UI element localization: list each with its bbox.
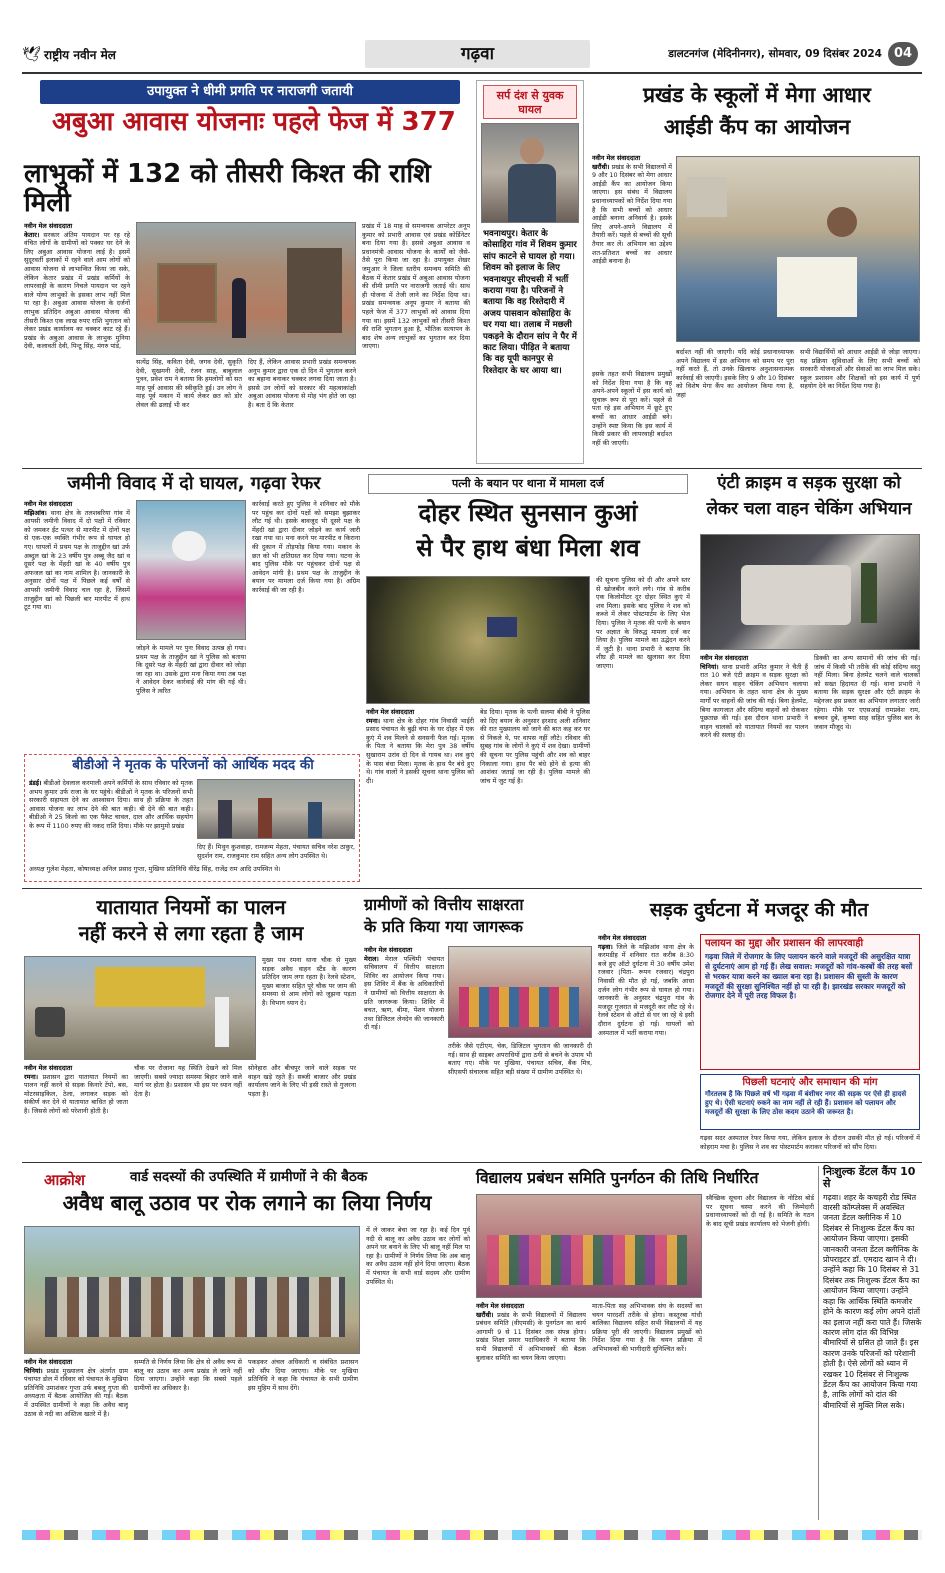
article-text: गढ़वा सदर अस्पताल रेफर किया गया, लेकिन इलाज के दौरान उसकी मौत हो गई। परिजनों में कोहराम मचा है। पुलिस ने शव का पोस्टमार्टम कराकर परिजनों को सौंप दिया। bbox=[700, 1134, 920, 1151]
article-column bbox=[598, 934, 694, 1156]
article-column bbox=[476, 1302, 586, 1518]
article-column bbox=[362, 222, 470, 464]
vehicle-check-photo bbox=[700, 534, 920, 650]
article-text: की सूचना पुलिस को दी और अपने स्तर से खोजबीन करने लगे। गांव से करीब एक किलोमीटर दूर दोहर स्थित कुएं में शव मिला। इसके बाद पुलिस ने शव को कब्जे में लेकर पोस्टमार्टम के लिए भेज दिया। पुलिस ने मृतक की पत्नी के बयान पर अज्ञात के विरुद्ध मामला दर्ज कर लिया है। पुलिस मामले का उद्भेदन करने में जुटी है। थाना प्रभारी ने बताया कि शीघ्र ही मामले का खुलासा कर दिया जाएगा। bbox=[596, 576, 690, 670]
dateline-place: चिनियां। bbox=[700, 662, 719, 671]
box-title: निःशुल्क डेंटल कैंप 10 से bbox=[823, 1165, 916, 1191]
masthead-rule bbox=[22, 72, 922, 74]
byline: नवीन मेल संवाददाता bbox=[592, 154, 641, 162]
dateline-place: गढ़वा। bbox=[598, 942, 613, 951]
kicker-box bbox=[368, 474, 688, 494]
article-text: प्रखंड मुख्यालय क्षेत्र अंतर्गत ग्राम पंचायत डोल में रविवार को पंचायत के मुखिया प्रतिनिधि उमाशंकर गुप्ता उर्फ बबलू गुप्ता की अध्यक्षता में बैठक आयोजित की गई। बैठक में उपस्थित ग्रामीणों ने कहा कि अवैध बालू उठाव से नदी का अस्तित्व खतरे में है। bbox=[24, 1366, 128, 1418]
article-column bbox=[676, 348, 794, 464]
well-photo bbox=[366, 576, 590, 704]
headline: यातायात नियमों का पालन bbox=[96, 895, 286, 919]
byline: नवीन मेल संवाददाता bbox=[24, 222, 73, 230]
article-text: में ले जाकर बेचा जा रहा है। कई दिन पूर्व नदी से बालू का अवैध उठाव कर लोगों को अपने घर बनाने के लिए भी बालू नहीं मिल पा रहा है। ग्रामीणों ने निर्णय लिया कि अब बालू का अवैध उठाव नहीं होने दिया जाएगा। बैठक में पंचायत के सभी वार्ड सदस्य और ग्रामीण उपस्थित थे। bbox=[366, 1226, 470, 1286]
byline: नवीन मेल संवाददाता bbox=[364, 946, 413, 954]
article-text: तरीके जैसे एटीएम, चेक, डिजिटल भुगतान की जानकारी दी गई। साथ ही साइबर अपराधियों द्वारा ठगी से बचने के उपाय भी बताए गए। मौके पर मुखिया, पंचायत सचिव, बैंक मित्र, सीएसपी संचालक सहित बड़ी संख्या में ग्रामीण उपस्थित थे। bbox=[448, 1042, 592, 1076]
article-column bbox=[24, 1358, 128, 1518]
box-text: गढ़वा जिले में रोजगार के लिए पलायन करने वाले मजदूरों की असुरक्षित यात्रा से दुर्घटनाएं आम हो गई हैं। लेख सवाल: मजदूरों को गांव-कस्बों की तरह बसों से भरकर यात्रा करने का ख्याल बना रहा है। प्रशासन की सुस्ती के कारण मजदूरों की सुरक्षा सुनिश्चित नहीं हो पा रही है। झारखंड सरकार मजदूरों को रोजगार देने में पूरी तरह विफल है। bbox=[705, 952, 913, 1001]
article-text: सरकार अंतिम पायदान पर रह रहे वंचित लोगों के ग्रामीणों को पक्का घर देने के लिए अबुआ आवास योजना लाई है। इसमें सुदूरवर्ती इलाकों में रहने वाले आम लोगों को आवास योजना से लाभान्वित किया जा सके, लेकिन केतार प्रखंड में प्रखंड कर्मियों के लापरवाही के कारण निचले पायदान पर रहने वाले योग्य लाभुकों के इसका लाभ नहीं मिल पा रहा है। अबुआ आवास योजना के दर्जनों लाभुक प्रतिदिन अबुआ आवास योजना की तीसरी किश्त एक लाख रुपए राशि भुगतान को लेकर प्रखंड कार्यालय का चक्कर काट रहे हैं। प्रखंड के अबुआ आवास के लाभुक मुनिया देवी, कलावती देवी, पिन्टू सिंह, मंगरु पांडे, bbox=[24, 230, 130, 351]
headline: नहीं करने से लगा रहता है जाम bbox=[78, 921, 304, 945]
article-text: बीडीओ देवलाल करमाली अपने कर्मियों के साथ रविवार को मृतक अभय कुमार उर्फ राजा के घर पहुंचे। बीडीओ ने मृतक के परिजनों सभी सरकारी सहायता देने का आश्वासन दिया। साथ ही प्रक्रिया के तहत आवास योजना का लाभ देने की बात कही। बी देने की बात कही। बीडीओ ने 25 किलो का एक पैकेट चावल, दाल और आर्थिक सहयोग के रूप में 1100 रुपए की नकद राशि दिया। मौके पर झामुमो प्रखंड bbox=[29, 779, 193, 830]
section-rule bbox=[22, 468, 922, 469]
headline: बीडीओ ने मृतक के परिजनों को आर्थिक मदद की bbox=[72, 757, 314, 773]
article-column bbox=[248, 358, 356, 464]
dental-camp-box bbox=[818, 1166, 922, 1520]
injured-patient-photo bbox=[136, 500, 246, 640]
headline: एंटी क्राइम व सड़क सुरक्षा को bbox=[717, 473, 901, 493]
section-rule bbox=[22, 888, 922, 889]
article-column bbox=[364, 946, 444, 1156]
demand-box bbox=[700, 1074, 920, 1130]
section-name: गढ़वा bbox=[461, 44, 494, 64]
headline: जमीनी विवाद में दो घायल, गढ़वा रेफर bbox=[67, 473, 321, 494]
article-column bbox=[134, 1064, 242, 1156]
article-text: बेड दिया। मृतक के पत्नी सलमा बीबी ने पुलिस को दिए बयान के अनुसार इरशाद अली शनिवार की रात मुख्यालय को जाने की बात कह कर घर से निकले थे, पर वापस नहीं लौटे। रविवार की सुबह गांव के लोगों ने कुएं में शव देखा। ग्रामीणों की सूचना पर पुलिस पहुंची और शव को बाहर निकाला गया। हाथ पैर बंधे होने से हत्या की आशंका जताई जा रही है। पुलिस मामले की जांच में जुट गई है। bbox=[480, 708, 590, 785]
article-column bbox=[134, 1358, 242, 1518]
bdo-visit-photo bbox=[197, 779, 355, 839]
kicker-text: पत्नी के बयान पर थाना में मामला दर्ज bbox=[452, 477, 604, 490]
article-column bbox=[24, 222, 130, 464]
article-column bbox=[706, 1194, 814, 1518]
dateline-place: डंडई। bbox=[29, 779, 42, 787]
dateline-place: चिनियां। bbox=[24, 1366, 43, 1375]
article-text: प्रखंड के सभी विद्यालयों में विद्यालय प्रबंधन समिति (वीएमसी) के पुनर्गठन का कार्य आगामी 9 से 11 दिसंबर तक संपन्न होगा। प्रखंड शिक्षा प्रसार पदाधिकारी ने बताया कि सभी विद्यालयों में अभिभावकों की बैठक बुलाकर समिति का चयन किया जाएगा। bbox=[476, 1310, 586, 1362]
dateline-place: खरौंधी। bbox=[476, 1310, 494, 1319]
article-column bbox=[592, 1302, 702, 1518]
headline: दोहर स्थित सुनसान कुआं bbox=[418, 499, 638, 527]
article-column bbox=[24, 1064, 128, 1156]
headline: सड़क दुर्घटना में मजदूर की मौत bbox=[649, 899, 869, 921]
story-text: भवनाथपुर। केतार के कोसाहिरा गांव में शिवम कुमार सांप काटने से घायल हो गया। शिवम को इलाज के लिए भवनाथपुर सीएचसी में भर्ती कराया गया है। परिजनों ने बताया कि वह रिश्तेदारी में अजय पासवान कोसाहिरा के घर गया था। तलाब में मछली पकड़ने के दौरान सांप ने पैर में काट लिया। पीड़ित ने बताया कि वह यूपी कानपुर से रिश्तेदार के घर आया था। bbox=[483, 229, 577, 376]
box-title: पिछली घटनाएं और समाधान की मांग bbox=[742, 1077, 878, 1088]
article-text: इसके तहत सभी विद्यालय प्रमुखों को निर्देश दिया गया है कि वह अपने-अपने स्कूलों में इस कार्य को सुचारू रूप से पूरा करें। पहले से पता रहे इस अभियान में छूटे हुए बच्चों का आधार आईडी बने। उन्होंने स्पष्ट किया कि इस कार्य में किसी प्रकार की लापरवाही बर्दाश्त नहीं की जाएगी। bbox=[592, 370, 672, 447]
traffic-jam-photo bbox=[24, 956, 256, 1060]
article-column bbox=[136, 358, 242, 464]
dateline-place: मेराल। bbox=[364, 954, 379, 963]
byline: नवीन मेल संवाददाता bbox=[24, 1358, 73, 1366]
article-text: माता-पिता सह अभिभावक संघ के सदस्यों का चयन पारदर्शी तरीके से होगा। कस्तूरबा गांधी बालिका विद्यालय सहित सभी विद्यालयों में यह प्रक्रिया पूरी की जाएगी। विद्यालय प्रमुखों को निर्देश दिया गया है कि चयन प्रक्रिया में अभिभावकों की भागीदारी सुनिश्चित करें। bbox=[592, 1302, 702, 1353]
article-text: दिए हैं, लेकिन आवास प्रभारी प्रखंड समन्वयक अनूप कुमार द्वारा एक दो दिन में भुगतान करने का बहाना बनाकर चक्कर लगवा दिया जाता है। इससे उन लोगों को सरकार की महत्वाकांक्षी अबुआ आवास योजना से मोह भंग होते जा रहा है। बता दें कि केतार bbox=[248, 358, 356, 409]
kicker-text: सर्प दंश से युवक घायल bbox=[496, 89, 564, 116]
article-text: मुख्य पथ रमना थाना चौक से मुख्य सड़क अवैध वाहन स्टैंड के कारण प्रतिदिन जाम लगा रहता है। रेलवे स्टेशन, मुख्य बाजार सहित पूरे चौक पर जाम की समस्या से आम लोगों को जूझना पड़ता है। विभाग ध्यान दे। bbox=[262, 956, 356, 1007]
article-column bbox=[366, 708, 474, 882]
story-text bbox=[29, 779, 193, 865]
article-text: प्रशासन द्वारा यातायात नियमों का पालन नहीं करने से सड़क किनारे टेंपो, बस, मोटरसाइकिल, ठेला, लगाकर सड़क को संकीर्ण कर देने से यातायात बाधित हो जाता है। जिससे लोगों को परेशानी होती है। bbox=[24, 1072, 128, 1115]
headline: विद्यालय प्रबंधन समिति पुनर्गठन की तिथि निर्धारित bbox=[476, 1169, 759, 1187]
literacy-camp-photo bbox=[448, 946, 592, 1038]
headline: ग्रामीणों को वित्तीय साक्षरता bbox=[364, 895, 524, 914]
deck-headline: वार्ड सदस्यों की उपस्थिति में ग्रामीणों ने की बैठक bbox=[130, 1169, 368, 1185]
masthead bbox=[22, 40, 922, 70]
logo-text: राष्ट्रीय नवीन मेल bbox=[44, 47, 116, 62]
article-text: प्रखंड में 18 माह से समन्वयक आपरेटर अनूप कुमार को प्रभारी आवास एवं प्रखंड कोर्डिनेटर बना दिया गया है। इससे अबुआ आवास व प्रधानमंत्री आवास योजना के कार्यों को जैसे-तैसे पूरा किया जा रहा है। उपायुक्त शेखर जमुआर ने जिला स्तरीय समन्वय समिति की बैठक में केतार प्रखंड में अबुआ आवास योजना की धीमी प्रगति पर नाराजगी जताई थी। साथ ही योजना में तेजी लाने का निर्देश दिया था। प्रखंड समन्वयक अनूप कुमार ने बताया की पहले फेज में 377 लाभुकों को आवास दिया गया था। इसमें 132 लाभुकों को तीसरी किश्त की राशि भुगतान हुआ है, भौतिक सत्यापन के बाद शेष अन्य लाभुकों का भुगतान कर दिया जाएगा। bbox=[362, 222, 470, 351]
page-number: 04 bbox=[888, 42, 918, 66]
headline: के प्रति किया गया जागरूक bbox=[364, 917, 523, 936]
headline: लेकर चला वाहन चेकिंग अभियान bbox=[706, 499, 912, 519]
kicker-text: उपायुक्त ने धीमी प्रगति पर नाराजगी जतायी bbox=[147, 84, 353, 99]
kicker-banner bbox=[40, 80, 460, 104]
article-text: जिले के मझिआंव थाना क्षेत्र के करमडीह में शनिवार रात करीब 8:30 बजे हुए ऑटो दुर्घटना में 30 वर्षीय उमेश रजवार (पिता- रूपन रजवार) चंद्रपुरा निवासी की मौत हो गई, जबकि आधा दर्जन लोग गंभीर रूप से घायल हो गया। जानकारी के अनुसार चंद्रपुरा गांव के मजदूर गुजरात से मजदूरी कर लौट रहे थे। रेलवे स्टेशन से ऑटो से घर जा रहे थे इसी दौरान दुर्घटना हो गई। घायलों को अस्पताल में भर्ती कराया गया। bbox=[598, 942, 694, 1037]
article-column bbox=[248, 1358, 358, 1518]
article-column bbox=[596, 576, 690, 882]
article-text: चौक पर रोजाना यह स्थिति देखने को मिल जाएगी। सबसे ज्यादा समस्या बिहार जाने वाले मार्ग पर होता है। प्रशासन भी इस पर ध्यान नहीं देता है। bbox=[134, 1064, 242, 1098]
article-text: जोड़ने के मामले पर पुनः विवाद उत्पन्न हो गया। प्रथम पक्ष के ताजुद्दीन खां ने पुलिस को बताया कि दूसरे पक्ष के मेंहदी खां द्वारा दीवार को जोड़ा जा रहा था। उसके द्वारा मना किया गया तब पक्ष ने आवेदन देकर कार्रवाई की मांग की गई थी। पुलिस ने त्वरित bbox=[136, 644, 246, 695]
article-text: कार्रवाई करते हुए पुलिस ने शनिवार को मौके पर पहुंच कर दोनों पक्षों को समझा बुझाकर लौट गई थी। इसके बावजूद भी दूसरे पक्ष के मेंहदी खां द्वारा दीवार जोड़ने का कार्य जारी रखा गया था। मना करने पर मारपीट व किराना की दुकान में तोड़फोड़ किया गया। मकान के छत को भी क्षतिग्रस्त कर दिया गया। घटना के बाद पुलिस मौके पर पहुंचकर दोनों पक्ष से आवेदन मांगी है। प्रथम पक्ष के ताजुद्दीन के बयान पर मामला दर्ज किया गया है। अग्रिम कार्रवाई की जा रही है। bbox=[252, 500, 360, 594]
article-column bbox=[592, 154, 672, 366]
headline: से पैर हाथ बंधा मिला शव bbox=[416, 534, 640, 562]
article-text: सत्येंद्र सिंह, कविता देवी, जगव देवी, सुकृति देवी, सुखमनी देवी, रंजन साह, बाबूलाल पुत्रन, प्रवेश राम ने बताया कि हमलोगों को सत माह पूर्व आवास की स्वीकृति हुई। उन लोग ने माह पूर्व मकान में कार्य लेकर छत को डोर लेवल की ढलाई भी कर bbox=[136, 358, 242, 409]
article-column bbox=[814, 654, 920, 882]
article-text: पकड़कर अंचल अधिकारी व संबंधित प्रशासन को सौंप दिया जाएगा। मौके पर मुखिया प्रतिनिधि ने कहा कि पंचायत के सभी ग्रामीण इस मुहिम में साथ देंगे। bbox=[248, 1358, 358, 1392]
article-text: थाना प्रभारी अमित कुमार ने चैती हैं रात 10 बजे एंटी क्राइम व सड़क सुरक्षा को लेकर सघन वाहन चेकिंग अभियान चलाया गया। अभियान के तहत थाना क्षेत्र के मुख्य मार्गों पर वाहनों की जांच की गई। बिना हेलमेट, बिना कागजात और संदिग्ध वाहनों को रोककर पूछताछ की गई। इस दौरान थाना प्रभारी ने वाहन चालकों को यातायात नियमों का पालन करने की सलाह दी। bbox=[700, 662, 808, 740]
byline: नवीन मेल संवाददाता bbox=[476, 1302, 525, 1310]
article-column bbox=[262, 956, 356, 1060]
kicker-label: आक्रोश bbox=[44, 1171, 85, 1189]
byline: नवीन मेल संवाददाता bbox=[24, 1064, 73, 1072]
article-text: थाना क्षेत्र के तलशबरिया गांव में आपसी जमीनी विवाद में दो पक्षों में रविवार को जमकर ईंट पत्थर से मारपीट में दोनों पक्ष से एक-एक व्यक्ति गंभीर रूप से घायल हो गए। घायलों में प्रथम पक्ष के ताजुद्दीन खां उर्फ अब्दुल खां के 23 वर्षीय पुत्र अब्बू जैद खां व दूसरे पक्ष के मेंहदी खां के 40 वर्षीय पुत्र अफजल खां का नाम शामिल है। जानकारी के अनुसार दोनों पक्ष में पिछले कई वर्षों से आपसी जमीनी विवाद चल रहा है, जिसमें ताजुद्दीन खां को पिछली बार मारपीट में हाथ टूट गया था। bbox=[24, 508, 130, 612]
article-column bbox=[448, 1042, 592, 1156]
classroom-photo bbox=[676, 156, 920, 342]
article-text: डिक्की का अन्य सामानों की जांच की गई। जांच में किसी भी तरीके की कोई संदिग्ध वस्तु नहीं मिला। बिना हेलमेट चलने वाले चालकों को सख्त हिदायत दी गई। थाना प्रभारी ने बताया कि सड़क सुरक्षा और एंटी क्राइम के मद्देनजर इस प्रकार का अभियान लगातार जारी रहेगा। मौके पर एएसआई रामप्रवेश राम, बच्चन दुबे, कृष्णा साह सहित पुलिस बल के जवान मौजूद थे। bbox=[814, 654, 920, 731]
section-tab bbox=[365, 40, 590, 68]
article-text: थाना क्षेत्र के दोहर गांव निवासी भाईरी प्रसाद पंचायत के बुढ़ी चंपा के घर दोहर में एक कुएं में शव मिलने से सनसनी फैल गई। मृतक के पिता ने बताया कि मेरा पुत्र 38 वर्षीय सुखाराम उरांव दो दिन से गायब था। शव कुएं के पास बंधा मिला। मृतक के हाथ पैर बंधे हुए थे। गांव वालों ने इसकी सूचना थाना पुलिस को दी। bbox=[366, 716, 474, 785]
story-text: दिए हैं। मिथुन कुशवाहा, रामजन्म मेहता, पंचायत सचिव नरेश ठाकुर, सुदर्शन राम, राजकुमार राम सहित अन्य लोग उपस्थित थे। bbox=[197, 843, 355, 860]
article-column bbox=[136, 644, 246, 748]
injured-youth-photo bbox=[481, 123, 579, 223]
article-column bbox=[700, 654, 808, 882]
byline: नवीन मेल संवाददाता bbox=[700, 654, 749, 662]
dateline: डालटनगंज (मेदिनीनगर), सोमवार, 09 दिसंबर 2024 bbox=[668, 48, 882, 60]
byline: नवीन मेल संवाददाता bbox=[598, 934, 647, 942]
dateline-place: मझिआंव। bbox=[24, 508, 47, 517]
article-column bbox=[252, 500, 360, 748]
byline: नवीन मेल संवाददाता bbox=[24, 500, 73, 508]
villagers-meeting-photo bbox=[24, 1226, 360, 1354]
migration-box bbox=[700, 934, 920, 1070]
article-text: प्रखंड के सभी विद्यालयों में 9 और 10 दिसंबर को मेगा आधार आईडी कैंप का आयोजन किया जाएगा। इस संबंध में विद्यालय प्रधानाध्यापकों को निर्देश दिया गया है कि सभी बच्चों को आधार आईडी बनाना अनिवार्य है। इसके लिए अपने-अपने विद्यालय में तैयारी करें। पहले से बच्चों की सूची तैयार कर लें। अभियान का उद्देश्य शत-प्रतिशत बच्चों का आधार आईडी बनाना है। bbox=[592, 162, 672, 266]
dateline-place: रमना। bbox=[366, 716, 381, 725]
dateline-place: केतार। bbox=[24, 230, 40, 239]
side-story-box bbox=[476, 80, 584, 464]
article-column bbox=[592, 370, 672, 464]
headline: लाभुकों में 132 को तीसरी किश्त की राशि मिली bbox=[24, 159, 431, 219]
article-column bbox=[248, 1064, 356, 1156]
color-registration-bar bbox=[22, 1530, 922, 1540]
box-text: गढ़वा। शहर के कचहरी रोड स्थित वारसी कॉम्प्लेक्स में अवस्थित जनता डेंटल क्लीनिक में 10 दिसंबर से निःशुल्क डेंटल कैंप का आयोजन किया जाएगा। इसकी जानकारी जनता डेंटल क्लीनिक के प्रोपराइटर डॉ. एमदाद खान ने दी। उन्होंने कहा कि 10 दिसंबर से 31 दिसंबर तक निःशुल्क डेंटल कैंप का आयोजन किया जाएगा। उन्होंने कहा कि आर्थिक स्थिति कमजोर होने के कारण कई लोग अपने दांतों का इलाज नहीं करा पाते हैं। जिसके कारण लोग दांत की विभिन्न बीमारियों से ग्रसित हो जाते हैं। इस कारण उनके परिजनों को परेशानी होती है। ऐसे लोगों को ध्यान में रखकर 10 दिसंबर से निःशुल्क डेंटल कैंप का आयोजन किया गया है, ताकि लोगों को दांत की बीमारियों से मुक्ति मिल सके। bbox=[823, 1192, 922, 1410]
dateline-place: रमना। bbox=[24, 1072, 39, 1081]
dateline-place: खरौंधी। bbox=[592, 162, 610, 171]
article-column bbox=[800, 348, 920, 464]
article-text: स्वैच्छिक सूचना और विद्यालय के नोटिस बोर्ड पर सूचना चस्पा करने की जिम्मेदारी प्रधानाध्यापकों को दी गई है। समिति के गठन के बाद सूची प्रखंड कार्यालय को भेजनी होगी। bbox=[706, 1194, 814, 1228]
headline: अबुआ आवास योजनाः पहले फेज में 377 bbox=[52, 107, 456, 137]
article-column bbox=[366, 1226, 470, 1406]
house-photo bbox=[136, 222, 356, 355]
article-text: मेराल पश्चिमी पंचायत सचिवालय में वित्तीय साक्षरता शिविर का आयोजन किया गया। इस शिविर में बैंक के अधिकारियों ने ग्रामीणों को वित्तीय साक्षरता के प्रति जागरूक किया। शिविर में बचत, ऋण, बीमा, पेंशन योजना तथा डिजिटल लेनदेन की जानकारी दी गई। bbox=[364, 954, 444, 1032]
article-text: सोनेहारा और बीचपुर जाने वाले सड़क पर वाहन खड़े रहते हैं। सब्जी बाजार और प्रखंड कार्यालय जाने के लिए भी इसी रास्ते से गुजरना पड़ता है। bbox=[248, 1064, 356, 1098]
parents-meeting-photo bbox=[476, 1194, 702, 1298]
byline: नवीन मेल संवाददाता bbox=[366, 708, 415, 716]
article-column bbox=[700, 1134, 920, 1156]
headline: प्रखंड के स्कूलों में मेगा आधार bbox=[643, 83, 871, 107]
article-text: सम्मति से निर्णय लिया कि क्षेत्र से अवैध रूप से बालू का उठाव कर अन्य प्रखंड ले जाने नहीं दिया जाएगा। उन्होंने कहा कि सबसे पहले ग्रामीणों का अधिकार है। bbox=[134, 1358, 242, 1392]
article-column bbox=[24, 500, 130, 748]
bdo-story-box bbox=[24, 754, 360, 882]
story-text: अध्यक्ष गुलेश मेहता, कोषाध्यक्ष अनिल प्रसाद गुप्ता, मुखिया प्रतिनिधि वीरेंद्र सिंह, राजेंद्र राम आदि उपस्थित थे। bbox=[29, 865, 281, 873]
newspaper-logo bbox=[22, 43, 116, 65]
bird-logo-icon: 🕊 bbox=[22, 45, 42, 63]
box-text: गौरतलब है कि पिछले वर्ष भी गढ़वा में बंशीधर नगर की सड़क पर ऐसे ही हादसे हुए थे। ऐसी घटनाएं रुकने का नाम नहीं ले रही हैं। प्रशासन को पलायन और मजदूरों की सुरक्षा के लिए ठोस कदम उठाने की जरूरत है। bbox=[705, 1090, 907, 1117]
headline: अवैध बालू उठाव पर रोक लगाने का लिया निर्णय bbox=[62, 1191, 432, 1215]
section-rule bbox=[22, 1162, 922, 1163]
kicker-box bbox=[483, 85, 577, 119]
box-title: पलायन का मुद्दा और प्रशासन की लापरवाही bbox=[705, 938, 864, 949]
headline: आईडी कैंप का आयोजन bbox=[663, 115, 851, 139]
article-text: बर्दाश्त नहीं की जाएगी। यदि कोई प्रधानाध्यापक अपने विद्यालय में इस अभियान को समय पर पूरा नहीं करते हैं, तो उनके खिलाफ अनुशासनात्मक कार्रवाई की जाएगी। इसके लिए 9 और 10 दिसंबर को विशेष मेगा कैंप का आयोजन किया गया है, जहां bbox=[676, 348, 794, 399]
article-text: सभी विद्यार्थियों को आधार आईडी से जोड़ा जाएगा। यह प्रक्रिया सुविधाओं के लिए सभी बच्चों को सरकारी योजनाओं और सेवाओं का लाभ मिल सके। स्कूल प्रशासन और शिक्षकों को इस कार्य में पूर्ण सहयोग देने का निर्देश दिया गया है। bbox=[800, 348, 920, 391]
article-column bbox=[480, 708, 590, 882]
